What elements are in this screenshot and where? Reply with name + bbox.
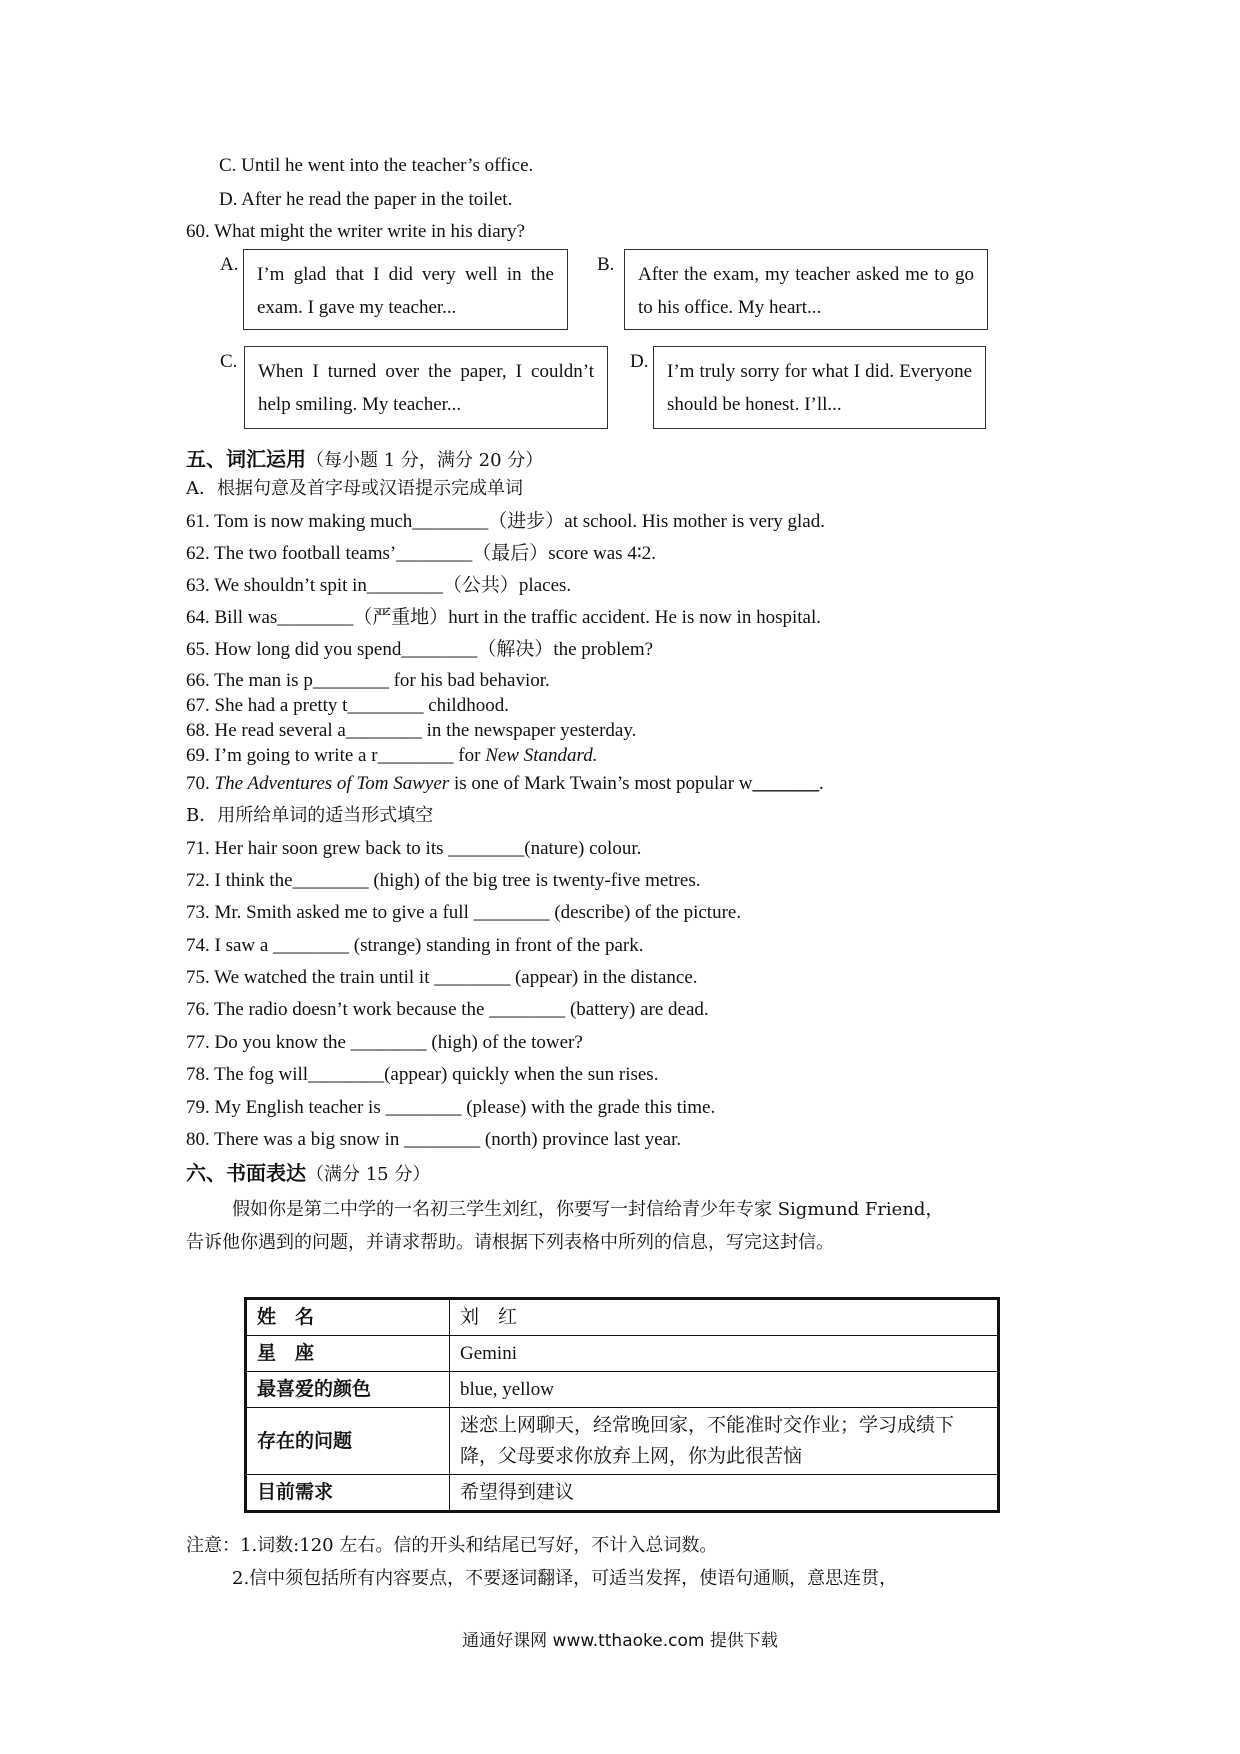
item-63: 63. We shouldn’t spit in________（公共）places.	[186, 575, 572, 596]
table-value: blue, yellow	[450, 1372, 999, 1408]
item-79: 79. My English teacher is ________ (please) with the grade this time.	[186, 1097, 716, 1118]
q60-option-c-box: When I turned over the paper, I couldn’t help smiling. My teacher...	[244, 346, 608, 429]
q60-option-b-letter: B.	[597, 254, 615, 275]
section6-intro-line-2: 告诉他你遇到的问题，并请求帮助。请根据下列表格中所列的信息，写完这封信。	[186, 1232, 834, 1253]
table-value: 迷恋上网聊天，经常晚回家，不能准时交作业；学习成绩下降，父母要求你放弃上网，你为此很苦恼	[450, 1408, 999, 1475]
table-key: 目前需求	[246, 1475, 450, 1512]
item-65: 65. How long did you spend________（解决）the problem?	[186, 639, 654, 660]
q59-option-d: D. After he read the paper in the toilet.	[219, 189, 513, 210]
table-key: 存在的问题	[246, 1408, 450, 1475]
section5-part-a-instruction: A．根据句意及首字母或汉语提示完成单词	[186, 478, 523, 499]
item-70	[186, 772, 824, 796]
item-62: 62. The two football teams’________（最后）score was 4∶2.	[186, 543, 657, 564]
section5-part-b-instruction: B．用所给单词的适当形式填空	[186, 805, 434, 826]
q60-option-a-box: I’m glad that I did very well in the exam. I gave my teacher...	[243, 249, 568, 330]
item-64: 64. Bill was________（严重地）hurt in the traffic accident. He is now in hospital.	[186, 607, 821, 628]
item-67: 67. She had a pretty t________ childhood.	[186, 695, 509, 716]
section6-heading	[186, 1160, 430, 1188]
q60-option-b-box: After the exam, my teacher asked me to go to his office. My heart...	[624, 249, 988, 330]
q60-option-d-letter: D.	[630, 351, 649, 372]
section5-heading	[186, 446, 543, 474]
section5-subtitle: （每小题 1 分，满分 20 分）	[306, 450, 544, 471]
table-value: Gemini	[450, 1336, 999, 1372]
q60-option-c-letter: C.	[220, 351, 238, 372]
item-70-number: 70.	[186, 773, 215, 794]
item-76: 76. The radio doesn’t work because the ________ (battery) are dead.	[186, 999, 709, 1020]
item-80: 80. There was a big snow in ________ (north) province last year.	[186, 1129, 682, 1150]
table-row	[246, 1372, 999, 1408]
item-69-text: 69. I’m going to write a r________ for	[186, 745, 486, 766]
item-70-text: is one of Mark Twain’s most popular w	[449, 773, 753, 794]
item-70-blank: _______	[752, 773, 820, 794]
info-table	[244, 1297, 1000, 1513]
section6-title: 六、书面表达	[186, 1161, 306, 1185]
table-key: 星 座	[246, 1336, 450, 1372]
item-74: 74. I saw a ________ (strange) standing in front of the park.	[186, 935, 644, 956]
table-row	[246, 1475, 999, 1512]
note-1: 注意：1.词数:120 左右。信的开头和结尾已写好，不计入总词数。	[186, 1535, 718, 1556]
section6-intro-line-1: 假如你是第二中学的一名初三学生刘红，你要写一封信给青少年专家 Sigmund Friend，	[232, 1199, 944, 1220]
q60-option-d-box: I’m truly sorry for what I did. Everyone should be honest. I’ll...	[653, 346, 986, 429]
item-73: 73. Mr. Smith asked me to give a full ________ (describe) of the picture.	[186, 902, 742, 923]
note-2: 2.信中须包括所有内容要点，不要逐词翻译，可适当发挥，使语句通顺，意思连贯，	[232, 1568, 898, 1589]
item-68: 68. He read several a________ in the newspaper yesterday.	[186, 720, 637, 741]
table-row	[246, 1408, 999, 1475]
item-66: 66. The man is p________ for his bad behavior.	[186, 670, 550, 691]
section5-title: 五、词汇运用	[186, 447, 306, 471]
item-69-title: New Standard.	[485, 745, 598, 766]
item-71: 71. Her hair soon grew back to its ________(nature) colour.	[186, 838, 642, 859]
q60-option-a-letter: A.	[220, 254, 239, 275]
table-row	[246, 1336, 999, 1372]
item-77: 77. Do you know the ________ (high) of the tower?	[186, 1032, 583, 1053]
table-key: 最喜爱的颜色	[246, 1372, 450, 1408]
table-key: 姓 名	[246, 1299, 450, 1336]
table-row	[246, 1299, 999, 1336]
item-69	[186, 744, 597, 768]
table-value: 希望得到建议	[450, 1475, 999, 1512]
page-footer: 通通好课网 www.tthaoke.com 提供下载	[462, 1631, 778, 1651]
q59-option-c: C. Until he went into the teacher’s office.	[219, 155, 534, 176]
item-75: 75. We watched the train until it ________ (appear) in the distance.	[186, 967, 698, 988]
q60-question: 60. What might the writer write in his diary?	[186, 221, 525, 242]
item-70-period: .	[819, 773, 824, 794]
table-value: 刘 红	[450, 1299, 999, 1336]
item-72: 72. I think the________ (high) of the big tree is twenty-five metres.	[186, 870, 701, 891]
item-70-book-title: The Adventures of Tom Sawyer	[214, 773, 450, 794]
item-78: 78. The fog will________(appear) quickly when the sun rises.	[186, 1064, 659, 1085]
item-61: 61. Tom is now making much________（进步）at school. His mother is very glad.	[186, 511, 825, 532]
section6-subtitle: （满分 15 分）	[306, 1164, 431, 1185]
